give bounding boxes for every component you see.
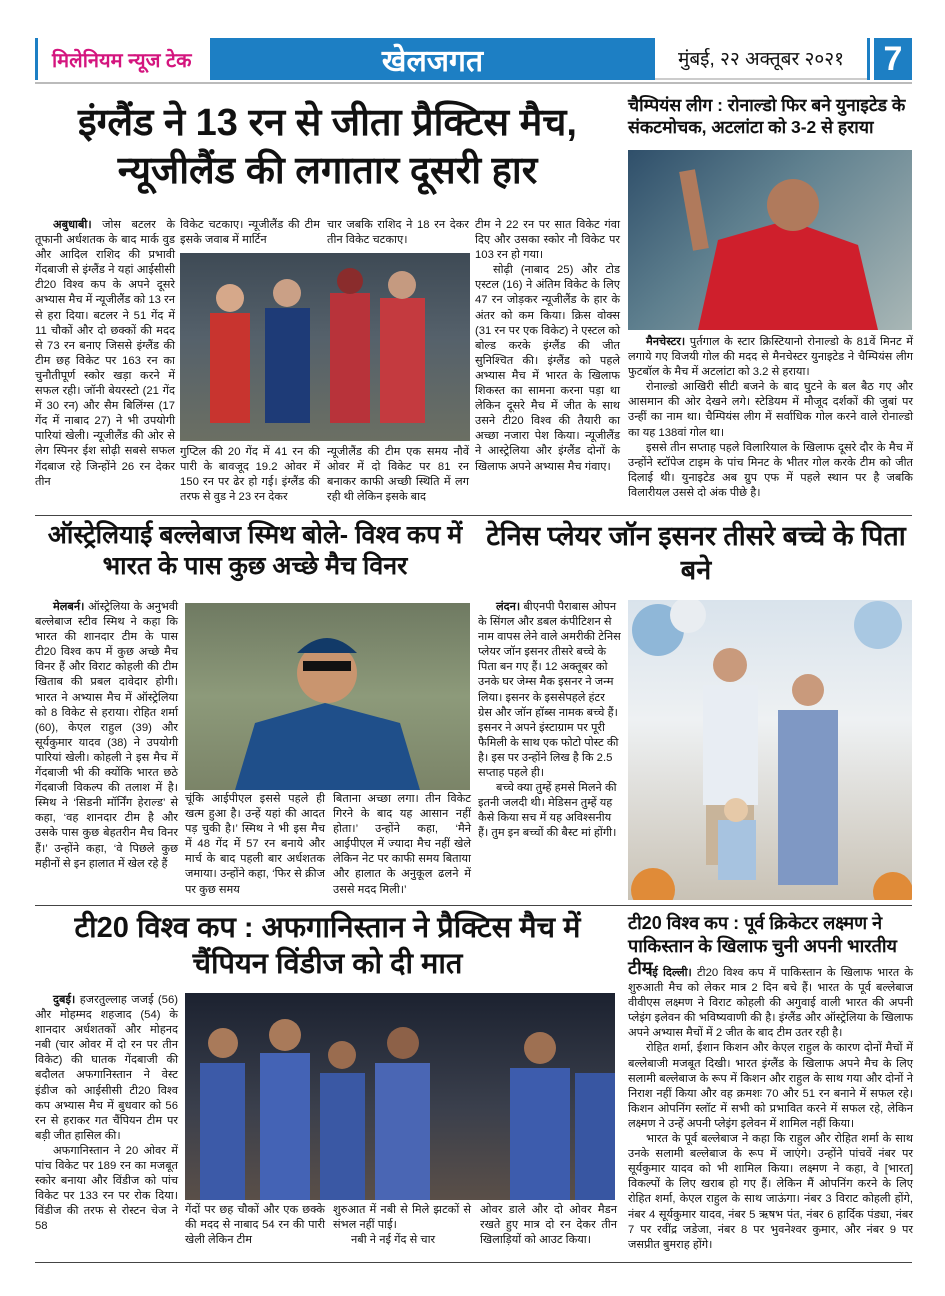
page-number: 7 bbox=[870, 38, 912, 80]
body-text: टी20 विश्व कप में पाकिस्तान के खिलाफ भारत के शुरुआती मैच को लेकर मात्र 2 दिन बचे हैं। भारत के पूर्व बल्लेबाज वीवीएस लक्ष्मण ने विराट कोहली की अगुवाई वाली भारत की अपनी प्लेइंग इलेवन की भविष्यवाणी की है। इंग्लैंड और ऑस्ट्रेलिया के खिलाफ अपने अभ्यास मैचों में 2 जीत के बाद टीम उतर रही है। bbox=[628, 967, 913, 1040]
article-afghanistan-col4: ओवर डाले और दो ओवर मैडन रखते हुए मात्र दो रन देकर तीन खिलाड़ियों को आउट किया। bbox=[480, 1204, 617, 1247]
body-text: रोनाल्डो आखिरी सीटी बजने के बाद घुटने के बल बैठ गए और आसमान की ओर देखने लगे। स्टेडियम में मौजूद दर्शकों की जुबां पर उन्हीं का नाम था। चैम्पियंस लीग में सर्वाधिक गोल करने वाले रोनाल्डो का यह 138वां गोल था। bbox=[628, 381, 913, 439]
article-laxman-body bbox=[628, 966, 913, 1253]
article-smith-col1 bbox=[35, 600, 178, 872]
section-title: खेलजगत bbox=[210, 38, 655, 80]
footer-divider bbox=[35, 1262, 912, 1263]
article-england-col3-top: चार जबकि राशिद ने 18 रन देकर तीन विकेट चटकाए। bbox=[327, 219, 469, 247]
article-isner-body bbox=[478, 600, 621, 842]
dateline: नई दिल्ली। bbox=[646, 967, 692, 979]
article-isner-headline: टेनिस प्लेयर जॉन इसनर तीसरे बच्चे के पिता बने bbox=[486, 521, 906, 585]
ronaldo-photo bbox=[628, 150, 912, 330]
headline-line: न्यूजीलैंड की लगातार दूसरी हार bbox=[117, 149, 538, 192]
headline-line: इंग्लैंड ने 13 रन से जीता प्रैक्टिस मैच, bbox=[78, 102, 577, 144]
article-england-col1 bbox=[35, 218, 175, 490]
issue-date: मुंबई, २२ अक्तूबर २०२१ bbox=[655, 38, 867, 80]
article-england-col3-bottom: न्यूजीलैंड की टीम एक समय नौवें ओवर में दो विकेट पर 81 रन बनाकर काफी अच्छी स्थिति में लग रही थी लेकिन इसके बाद bbox=[327, 446, 469, 504]
dateline: मेलबर्न। bbox=[53, 601, 85, 613]
body-text: नबी ने नई गेंद से चार bbox=[351, 1234, 436, 1247]
article-ronaldo-body bbox=[628, 335, 913, 501]
body-text: टीम ने 22 रन पर सात विकेट गंवा दिए और उसका स्कोर नौ विकेट पर 103 रन हो गया। bbox=[475, 219, 620, 262]
masthead: मिलेनियम न्यूज टेक bbox=[35, 38, 210, 80]
article-ronaldo-headline: चैम्पियंस लीग : रोनाल्डो फिर बने युनाइटेड के संकटमोचक, अटलांटा को 3-2 से हराया bbox=[628, 95, 906, 137]
smith-photo bbox=[185, 603, 470, 790]
body-text: बीएनपी पैराबास ओपन के सिंगल और डबल कंपीटिशन से नाम वापस लेने वाले अमरीकी टेनिस प्लेयर जॉन इसनर तीसरे बच्चे के पिता बन गए हैं। 12 अक्तूबर को उनके घर जेम्स मैक इसनर ने जन्म लिया। इसनर के इससेपहले हंटर ग्रेस और जॉन हॉब्स नामक बच्चे हैं। इसनर ने अपने इंस्टाग्राम पर पूरी फैमिली के साथ एक फोटो पोस्ट की है। इस पर उन्होंने लिख है कि 2.5 सप्ताह पहले ही। bbox=[478, 601, 621, 780]
article-england-col4 bbox=[475, 218, 620, 475]
article-afghanistan-col2: गेंदों पर छह चौकों और एक छक्के की मदद से नाबाद 54 रन की पारी खेली लेकिन टीम bbox=[185, 1204, 325, 1247]
article-smith-col3: बिताना अच्छा लगा। तीन विकेट गिरने के बाद यह आसान नहीं होता।’ उन्होंने कहा, ‘मैने आईपीएल में ज्यादा मैच नहीं खेले लेकिन नेट पर काफी समय बिताया और हालात के अनुकूल ढलने में उससे मदद मिली।’ bbox=[333, 793, 471, 896]
body-text: शुरुआत में नबी से मिले झटकों से संभल नहीं पाई। bbox=[333, 1204, 471, 1232]
body-text: जोस बटलर के तूफानी अर्धशतक के बाद मार्क वुड और आदिल राशिद की प्रभावी गेंदबाजी से इंग्लैंड ने यहां आईसीसी टी20 विश्व कप के अपने दूसरे अभ्यास मैच में न्यूजीलैंड को 13 रन से हरा दिया। बटलर ने 51 गेंद में 11 चौकों और दो छक्कों की मदद से 73 रन बनाए जिससे इंग्लैंड की टीम छह विकेट पर 163 रन का चुनौतीपूर्ण स्कोर खड़ा करने में सफल रही। जॉनी बेयरस्टो (21 गेंद में 30 रन) और सैम बिलिंग्स (17 गेंद में नाबाद 27) ने भी उपयोगी पारियां खेली। न्यूजीलैंड की ओर से लेग स्पिनर ईश सोढ़ी सबसे सफल गेंदबाज रहे जिन्होंने 26 रन देकर तीन bbox=[35, 219, 176, 488]
body-text: रोहित शर्मा, ईशान किशन और केएल राहुल के कारण दोनों मैचों में बल्लेबाजी मजबूत दिखी। भारत इंग्लैंड के खिलाफ अपने मैच के लिए सलामी बल्लेबाज के रूप में किशन और राहुल के साथ गया और दोनों ने निराश नहीं किया और वह क्रमशः 70 और 51 रन बनाने में सफल रहे। किशन ओपनिंग स्लॉट में सभी को प्रभावित करने में सफल रहे, लेकिन लक्ष्मण ने उन्हें अपनी प्लेइंग इलेवन में शामिल नहीं किया। bbox=[628, 1042, 913, 1130]
body-text: ऑस्ट्रेलिया के अनुभवी बल्लेबाज स्टीव स्मिथ ने कहा कि भारत की शानदार टीम के पास टी20 विश्व कप में कुछ अच्छे मैच विनर हैं और विराट कोहली की टीम खिताब की प्रबल दावेदार होगी। भारत ने अभ्यास मैच में ऑस्ट्रेलिया को 8 विकेट से हराया। रोहित शर्मा (60), केएल राहुल (39) और सूर्यकुमार यादव (38) ने उपयोगी पारियां खेली। कोहली ने इस मैच में गेंदबाजी भी की क्योंकि भारत छठे गेंदबाजी विकल्प की तलाश में है। स्मिथ ने ‘सिडनी मॉर्निंग हेराल्ड’ से कहा, ‘वह शानदार टीम है और उसके पास कुछ बेहतरीन मैच विनर हैं।’ उन्होंने कहा, ‘वे पिछले कुछ महीनों से इन हालात में खेल रहे हैं bbox=[35, 601, 178, 870]
dateline: दुबई। bbox=[53, 994, 76, 1006]
body-text: हजरतुल्लाह जजई (56) और मोहम्मद शहजाद (54) के शानदार अर्धशतकों और मोहनद नबी (चार ओवर में दो रन पर तीन विकेट) की घातक गेंदबाजी की बदौलत अफगानिस्तान ने वेस्ट इंडीज को आईसीसी टी20 विश्व कप अभ्यास मैच में बुधवार को 56 रन से हराकर गत चैंपियन टीम पर बड़ी जीत हासिल की। bbox=[35, 994, 178, 1142]
article-afghanistan-headline: टी20 विश्व कप : अफगानिस्तान ने प्रैक्टिस मैच में चैंपियन विंडीज को दी मात bbox=[74, 912, 581, 981]
body-text: बच्चे क्या तुम्हें हमसे मिलने की इतनी जलदी थी। मेडिसन तुम्हें यह कैसे किया सच में यह अविश्सनीय हैं। तुम इन बच्चों की बैस्ट मां होंगी। bbox=[478, 782, 617, 840]
isner-family-photo bbox=[628, 600, 912, 900]
section-divider bbox=[35, 515, 912, 516]
article-england-col2-top: विकेट चटकाए। न्यूजीलैंड की टीम इसके जवाब में मार्टिन bbox=[180, 219, 320, 247]
article-england-headline bbox=[35, 100, 620, 195]
article-afghanistan-col1 bbox=[35, 993, 178, 1235]
article-smith-headline: ऑस्ट्रेलियाई बल्लेबाज स्मिथ बोले- विश्व कप में भारत के पास कुछ अच्छे मैच विनर bbox=[47, 521, 463, 581]
body-text: अफगानिस्तान ने 20 ओवर में पांच विकेट पर 189 रन का मजबूत स्कोर बनाया और विंडीज को पांच विकेट पर 133 रन पर रोक दिया। विंडीज की तरफ से रोस्टन चेज ने 58 bbox=[35, 1144, 178, 1233]
dateline: अबुधाबी। bbox=[53, 219, 92, 231]
dateline: मैनचेस्टर। bbox=[646, 336, 686, 348]
body-text: भारत के पूर्व बल्लेबाज ने कहा कि राहुल और रोहित शर्मा के साथ उनके सलामी बल्लेबाज के रूप में जाएंगे। उन्होंने पांचवें नंबर पर सूर्यकुमार यादव को भी शामिल किया। लक्ष्मण ने कहा, वे [भारत] विकल्पों के लिए खराब हो गए हैं। लेकिन मैं ओपनिंग करने के लिए रोहित शर्मा, केएल राहुल के साथ जाऊंगा। नंबर 3 विराट कोहली होंगे, नंबर 4 सूर्यकुमार यादव, नंबर 5 ऋषभ पंत, नंबर 6 हार्दिक पंड्या, नंबर 7 पर रवींद्र जडेजा, नंबर 8 पर भुवनेश्वर कुमार, और नंबर 9 पर जसप्रीत बुमराह होंगे। bbox=[628, 1133, 913, 1251]
body-text: पुर्तगाल के स्टार क्रिस्टियानो रोनाल्डो के 81वें मिनट में लगाये गए विजयी गोल की मदद से मैनचेस्टर युनाइटेड ने चैम्पियंस लीग फुटबॉल के मैच में अटलांटा को 3.2 से हराया। bbox=[628, 336, 914, 379]
dateline: लंदन। bbox=[496, 601, 521, 613]
section-divider bbox=[35, 905, 912, 906]
article-afghanistan-col3 bbox=[333, 1203, 471, 1248]
england-team-photo bbox=[180, 253, 470, 441]
article-england-col2-bottom: गुप्टिल की 20 गेंद में 41 रन की पारी के बावजूद 19.2 ओवर में 150 रन पर ढेर हो गई। इंग्लैंड की तरफ से वुड ने 23 रन देकर bbox=[180, 446, 320, 504]
afghanistan-team-photo bbox=[185, 993, 615, 1200]
article-smith-col2: चूंकि आईपीएल इससे पहले ही खत्म हुआ है। उन्हें यहां की आदत पड़ चुकी है।’ स्मिथ ने भी इस मैच में 48 गेंद में 57 रन बनाये और मार्च के बाद पहली बार अर्धशतक जमाया। उन्होंने कहा, ‘फिर से क्रीज पर कुछ समय bbox=[185, 793, 325, 896]
article-laxman-headline: टी20 विश्व कप : पूर्व क्रिकेटर लक्ष्मण ने पाकिस्तान के खिलाफ चुनी अपनी भारतीय टीम bbox=[628, 913, 897, 978]
header-divider bbox=[35, 82, 912, 84]
body-text: सोढ़ी (नाबाद 25) और टोड एस्टल (16) ने अंतिम विकेट के लिए 47 रन जोड़कर न्यूजीलैंड के हार के अंतर को कम किया। क्रिस वोक्स (31 रन पर एक विकेट) ने एस्टल को बोल्ड करके इंग्लैंड की जीत सुनिश्चित की। इंग्लैंड को पहले अभ्यास मैच में भारत के खिलाफ शिकस्त का सामना करना पड़ा था लेकिन दूसरे मैच में जीत के साथ उसने टी20 विश्व की तैयारी का अच्छा नजारा पेश किया। न्यूजीलैंड ने आस्ट्रेलिया और इंग्लैंड दोनों के खिलाफ अपने अभ्यास मैच गंवाए। bbox=[475, 264, 620, 473]
body-text: इससे तीन सप्ताह पहले विलारियाल के खिलाफ दूसरे दौर के मैच में उन्होंने स्टॉपेज टाइम के पांच मिनट के भीतर गोल करके टीम को जीत दिलाई थी। युनाइटेड अब ग्रुप एफ में पहले स्थान पर है जबकि विलारीयल उससे दो अंक पीछे है। bbox=[628, 441, 913, 499]
